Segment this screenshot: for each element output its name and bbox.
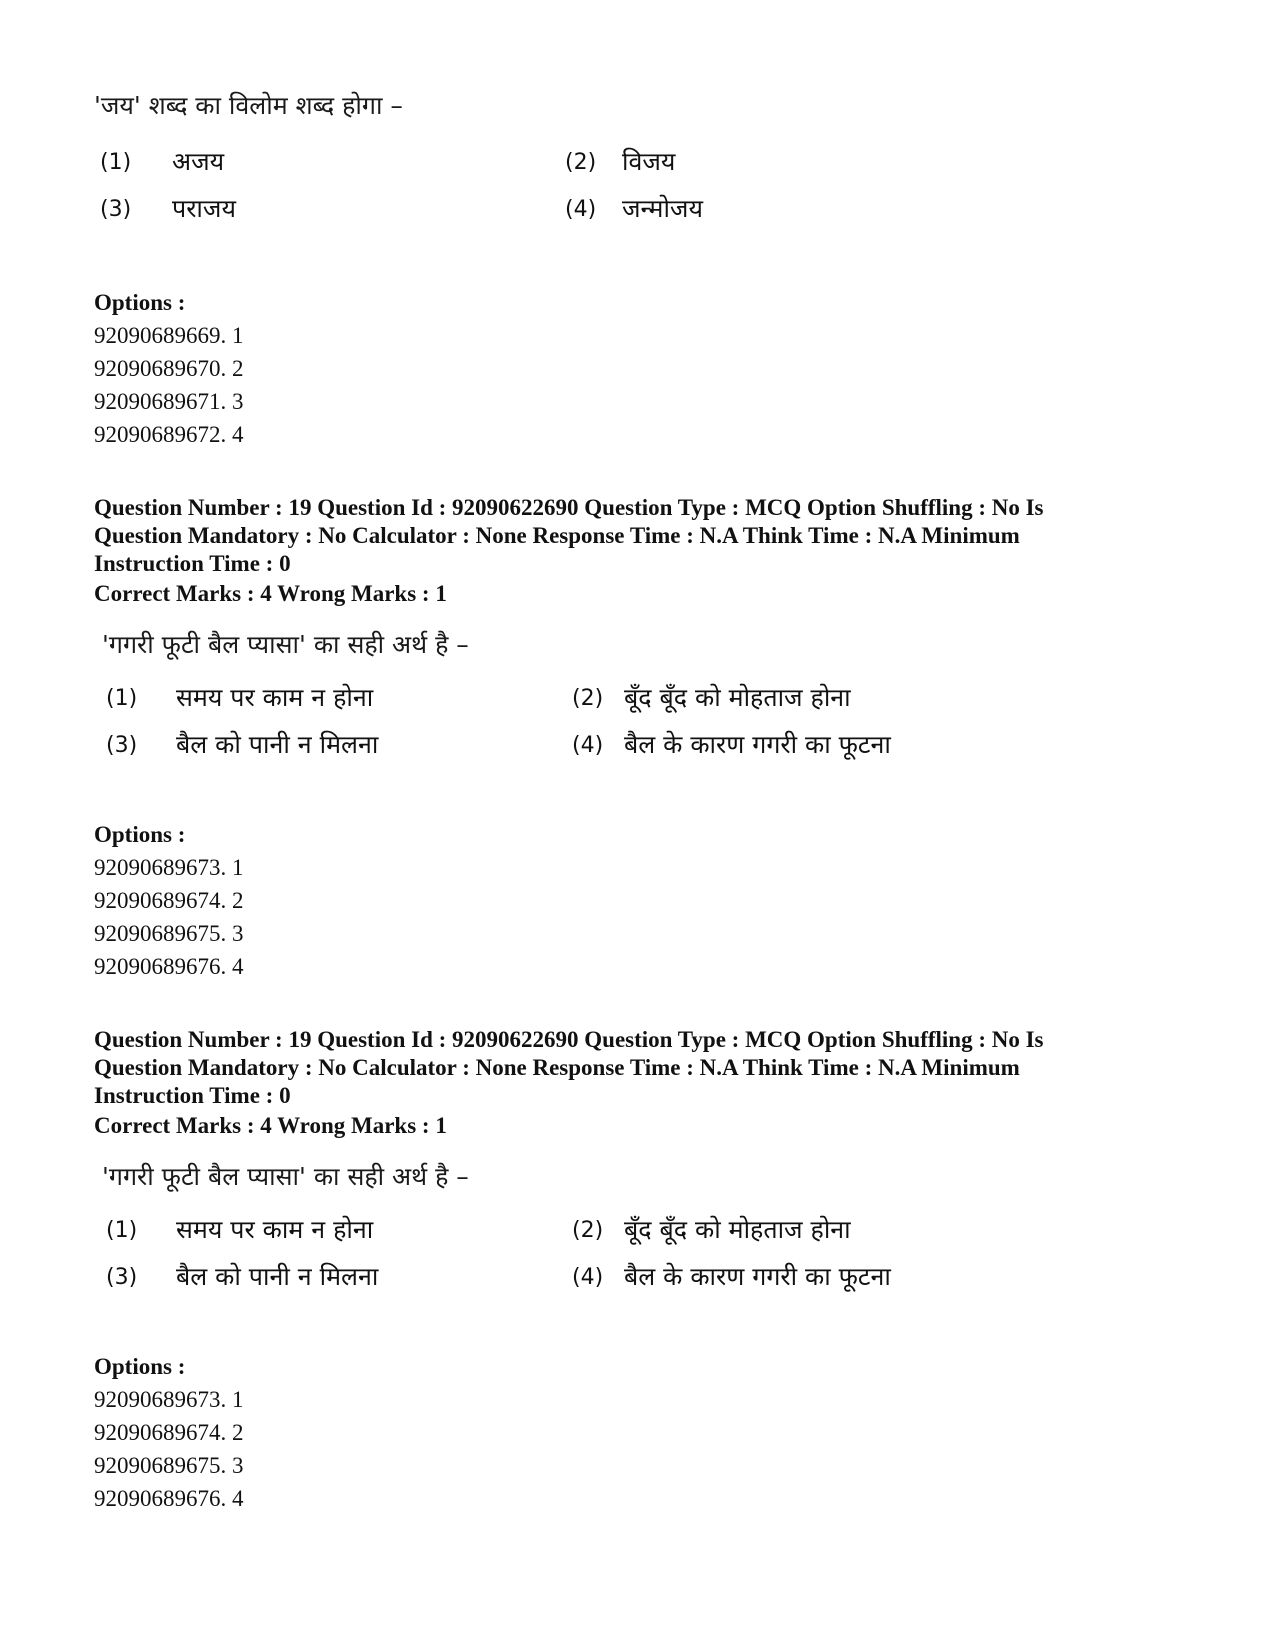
options-label: Options :: [94, 822, 186, 847]
choice-number: (4): [565, 197, 597, 222]
option-id: 92090689670. 2: [94, 356, 244, 381]
option-id: 92090689669. 1: [94, 323, 244, 348]
choice-text: जन्मोजय: [622, 194, 703, 223]
choice-number: (1): [106, 686, 138, 711]
option-id: 92090689675. 3: [94, 921, 244, 946]
option-id: 92090689676. 4: [94, 1486, 244, 1511]
choice-text: बैल के कारण गगरी का फूटना: [624, 1262, 891, 1291]
question-text: 'गगरी फूटी बैल प्यासा' का सही अर्थ है –: [102, 630, 469, 659]
choice-number: (3): [106, 733, 138, 758]
choice-text: समय पर काम न होना: [176, 1215, 374, 1244]
option-id: 92090689671. 3: [94, 389, 244, 414]
option-id: 92090689673. 1: [94, 1387, 244, 1412]
choice-number: (1): [100, 150, 132, 175]
question-text: 'गगरी फूटी बैल प्यासा' का सही अर्थ है –: [102, 1162, 469, 1191]
choice-text: बूँद बूँद को मोहताज होना: [624, 1215, 851, 1244]
option-id: 92090689675. 3: [94, 1453, 244, 1478]
choice-number: (4): [572, 733, 604, 758]
question-meta: [94, 494, 1104, 578]
meta-line: Question Number : 19 Question Id : 92090622690 Question Type : MCQ Option Shuffling : No Is: [94, 1027, 1044, 1052]
option-id: 92090689674. 2: [94, 1420, 244, 1445]
options-label: Options :: [94, 290, 186, 315]
meta-line: Instruction Time : 0: [94, 551, 291, 576]
option-id: 92090689672. 4: [94, 422, 244, 447]
choice-text: समय पर काम न होना: [176, 683, 374, 712]
choice-number: (3): [106, 1265, 138, 1290]
meta-line: Instruction Time : 0: [94, 1083, 291, 1108]
meta-line: Question Number : 19 Question Id : 92090622690 Question Type : MCQ Option Shuffling : No Is: [94, 495, 1044, 520]
meta-line: Question Mandatory : No Calculator : None Response Time : N.A Think Time : N.A Minimum: [94, 1055, 1020, 1080]
choice-text: बैल को पानी न मिलना: [176, 730, 379, 759]
choice-number: (4): [572, 1265, 604, 1290]
choice-number: (2): [572, 686, 604, 711]
choice-text: पराजय: [172, 194, 236, 223]
option-id: 92090689673. 1: [94, 855, 244, 880]
choice-text: बूँद बूँद को मोहताज होना: [624, 683, 851, 712]
choice-number: (3): [100, 197, 132, 222]
choice-text: विजय: [622, 147, 676, 176]
choice-number: (1): [106, 1218, 138, 1243]
meta-line: Question Mandatory : No Calculator : None Response Time : N.A Think Time : N.A Minimum: [94, 523, 1020, 548]
question-text: 'जय' शब्द का विलोम शब्द होगा –: [94, 91, 403, 120]
options-label: Options :: [94, 1354, 186, 1379]
choice-text: अजय: [172, 147, 225, 176]
option-id: 92090689674. 2: [94, 888, 244, 913]
question-meta: [94, 1026, 1104, 1110]
marks-line: Correct Marks : 4 Wrong Marks : 1: [94, 1113, 447, 1138]
choice-text: बैल को पानी न मिलना: [176, 1262, 379, 1291]
choice-number: (2): [565, 150, 597, 175]
marks-line: Correct Marks : 4 Wrong Marks : 1: [94, 581, 447, 606]
choice-text: बैल के कारण गगरी का फूटना: [624, 730, 891, 759]
option-id: 92090689676. 4: [94, 954, 244, 979]
choice-number: (2): [572, 1218, 604, 1243]
